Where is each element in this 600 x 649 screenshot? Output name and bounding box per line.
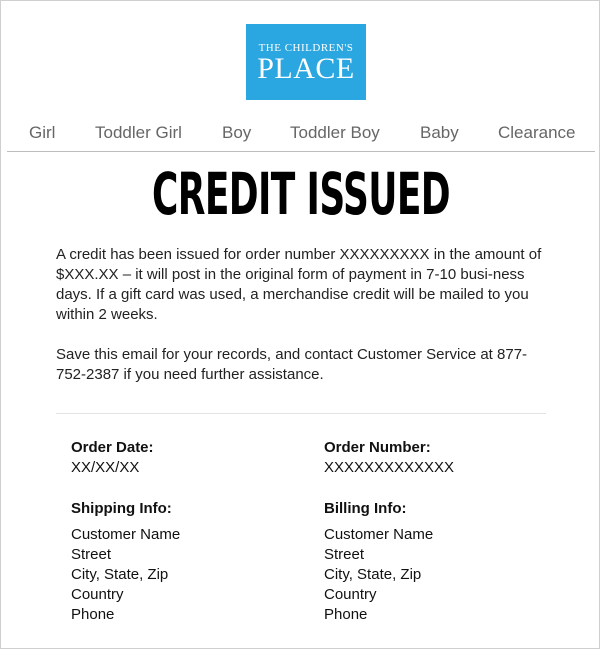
nav-link-girl[interactable]: Girl bbox=[29, 123, 56, 142]
order-date-block bbox=[71, 438, 301, 478]
nav-link-clearance[interactable]: Clearance bbox=[498, 123, 576, 142]
order-date-label: Order Date: bbox=[71, 439, 154, 456]
nav-link-toddler-boy[interactable]: Toddler Boy bbox=[290, 123, 380, 142]
billing-city-state-zip: City, State, Zip bbox=[324, 566, 422, 583]
order-number-block bbox=[324, 438, 554, 478]
billing-info-block bbox=[324, 499, 554, 625]
shipping-phone: Phone bbox=[71, 606, 115, 623]
logo-line1: THE CHILDREN'S bbox=[258, 42, 354, 54]
shipping-name: Customer Name bbox=[71, 526, 181, 543]
nav-link-baby[interactable]: Baby bbox=[420, 123, 459, 142]
order-number-label: Order Number: bbox=[324, 439, 431, 456]
brand-logo[interactable] bbox=[246, 24, 366, 100]
billing-info-label: Billing Info: bbox=[324, 500, 407, 517]
billing-phone: Phone bbox=[324, 606, 368, 623]
shipping-info-label: Shipping Info: bbox=[71, 500, 172, 517]
billing-street: Street bbox=[324, 546, 365, 563]
order-date-value: XX/XX/XX bbox=[71, 459, 140, 476]
billing-name: Customer Name bbox=[324, 526, 434, 543]
shipping-street: Street bbox=[71, 546, 112, 563]
customer-service-message: Save this email for your records, and contact Customer Service at 877-752-2387 if you need further assistance. bbox=[56, 346, 528, 383]
nav-link-boy[interactable]: Boy bbox=[222, 123, 252, 142]
shipping-country: Country bbox=[71, 586, 124, 603]
category-nav bbox=[7, 117, 595, 152]
shipping-city-state-zip: City, State, Zip bbox=[71, 566, 169, 583]
nav-link-toddler-girl[interactable]: Toddler Girl bbox=[95, 123, 182, 142]
shipping-info-block bbox=[71, 499, 301, 625]
page-title: CREDIT ISSUED bbox=[151, 160, 451, 228]
divider bbox=[56, 413, 546, 414]
billing-country: Country bbox=[324, 586, 377, 603]
credit-message: A credit has been issued for order number XXXXXXXXX in the amount of $XXX.XX – it will post in the original form of payment in 7-10 busi-ness days. If a gift card was used, a merchandise credit will be mailed to you within 2 weeks. bbox=[56, 246, 542, 323]
logo-line2: PLACE bbox=[257, 52, 355, 85]
order-number-value: XXXXXXXXXXXXX bbox=[324, 459, 455, 476]
